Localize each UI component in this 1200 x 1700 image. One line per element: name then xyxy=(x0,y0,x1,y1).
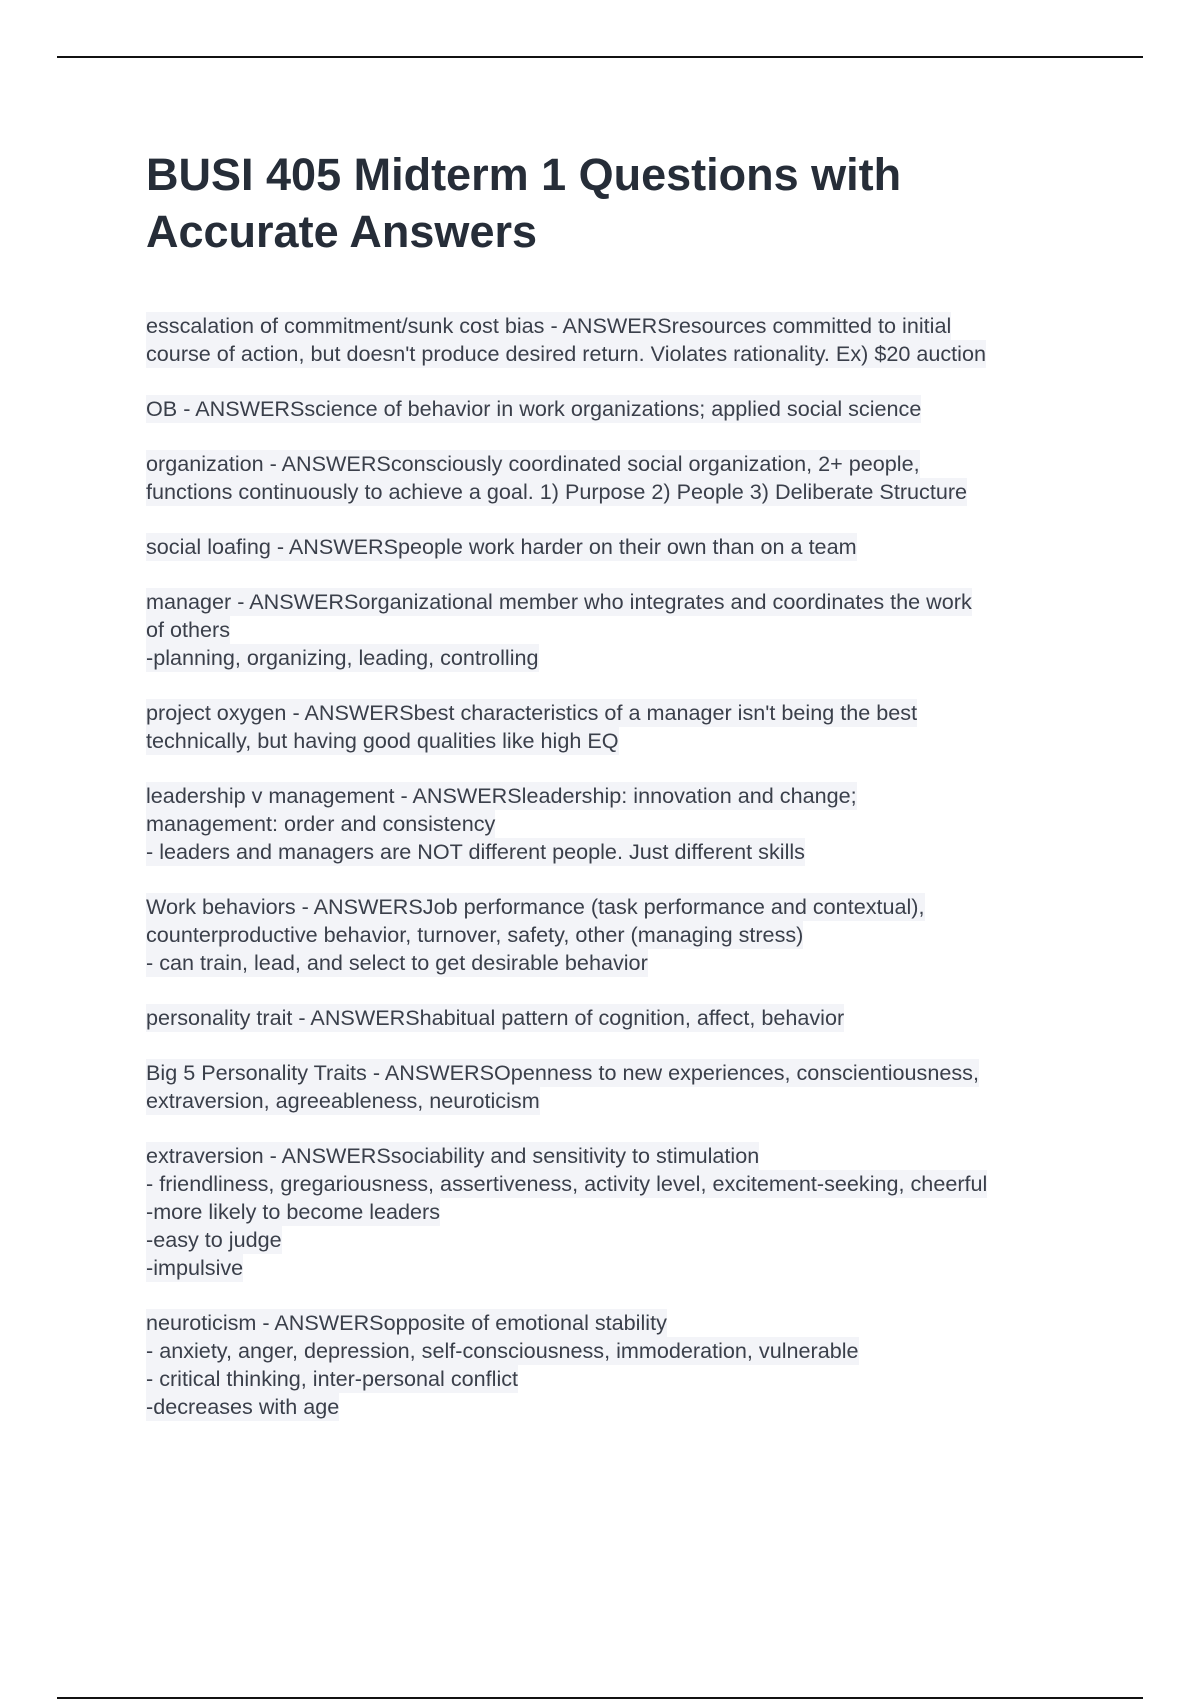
top-divider xyxy=(57,56,1143,58)
qa-term-line: leadership v management - ANSWERSleadership: innovation and change; xyxy=(146,783,857,808)
qa-term-line: social loafing - ANSWERSpeople work harder on their own than on a team xyxy=(146,534,857,559)
qa-entry xyxy=(146,1142,1106,1282)
title-line: Accurate Answers xyxy=(146,206,538,257)
qa-answer-line: counterproductive behavior, turnover, safety, other (managing stress) xyxy=(146,922,804,947)
qa-entry xyxy=(146,782,1106,866)
qa-answer-line: technically, but having good qualities like high EQ xyxy=(146,728,619,753)
qa-term-line: project oxygen - ANSWERSbest characteristics of a manager isn't being the best xyxy=(146,700,918,725)
qa-entry xyxy=(146,395,1106,423)
qa-answer-line: -easy to judge xyxy=(146,1227,282,1252)
qa-answer-line: functions continuously to achieve a goal. 1) Purpose 2) People 3) Deliberate Structure xyxy=(146,479,968,504)
qa-entry xyxy=(146,893,1106,977)
qa-entry xyxy=(146,450,1106,506)
qa-answer-line: - can train, lead, and select to get desirable behavior xyxy=(146,950,648,975)
qa-answer-line: -planning, organizing, leading, controlling xyxy=(146,645,539,670)
qa-entry xyxy=(146,533,1106,561)
qa-term-line: Work behaviors - ANSWERSJob performance (task performance and contextual), xyxy=(146,894,925,919)
qa-answer-line: - critical thinking, inter-personal conflict xyxy=(146,1366,519,1391)
qa-entry xyxy=(146,1309,1106,1421)
qa-answer-line: - anxiety, anger, depression, self-consciousness, immoderation, vulnerable xyxy=(146,1338,859,1363)
qa-entry xyxy=(146,1059,1106,1115)
qa-answer-line: of others xyxy=(146,617,231,642)
qa-answer-line: -impulsive xyxy=(146,1255,244,1280)
document-title xyxy=(146,146,1106,260)
flashcard-list xyxy=(146,312,1106,1448)
qa-term-line: organization - ANSWERSconsciously coordinated social organization, 2+ people, xyxy=(146,451,920,476)
qa-answer-line: - friendliness, gregariousness, assertiveness, activity level, excitement-seeking, cheerful xyxy=(146,1171,988,1196)
qa-entry xyxy=(146,699,1106,755)
qa-entry xyxy=(146,1004,1106,1032)
qa-term-line: personality trait - ANSWERShabitual pattern of cognition, affect, behavior xyxy=(146,1005,845,1030)
qa-term-line: extraversion - ANSWERSsociability and sensitivity to stimulation xyxy=(146,1143,760,1168)
qa-term-line: neuroticism - ANSWERSopposite of emotional stability xyxy=(146,1310,667,1335)
qa-term-line: manager - ANSWERSorganizational member who integrates and coordinates the work xyxy=(146,589,972,614)
qa-answer-line: extraversion, agreeableness, neuroticism xyxy=(146,1088,540,1113)
qa-answer-line: course of action, but doesn't produce desired return. Violates rationality. Ex) $20 auction xyxy=(146,341,986,366)
bottom-divider xyxy=(57,1697,1143,1699)
qa-term-line: esscalation of commitment/sunk cost bias - ANSWERSresources committed to initial xyxy=(146,313,952,338)
qa-answer-line: -more likely to become leaders xyxy=(146,1199,441,1224)
qa-answer-line: management: order and consistency xyxy=(146,811,496,836)
title-line: BUSI 405 Midterm 1 Questions with xyxy=(146,149,902,200)
qa-answer-line: - leaders and managers are NOT different people. Just different skills xyxy=(146,839,805,864)
qa-answer-line: -decreases with age xyxy=(146,1394,340,1419)
qa-entry xyxy=(146,312,1106,368)
qa-entry xyxy=(146,588,1106,672)
qa-term-line: OB - ANSWERSscience of behavior in work organizations; applied social science xyxy=(146,396,922,421)
qa-term-line: Big 5 Personality Traits - ANSWERSOpenness to new experiences, conscientiousness, xyxy=(146,1060,979,1085)
